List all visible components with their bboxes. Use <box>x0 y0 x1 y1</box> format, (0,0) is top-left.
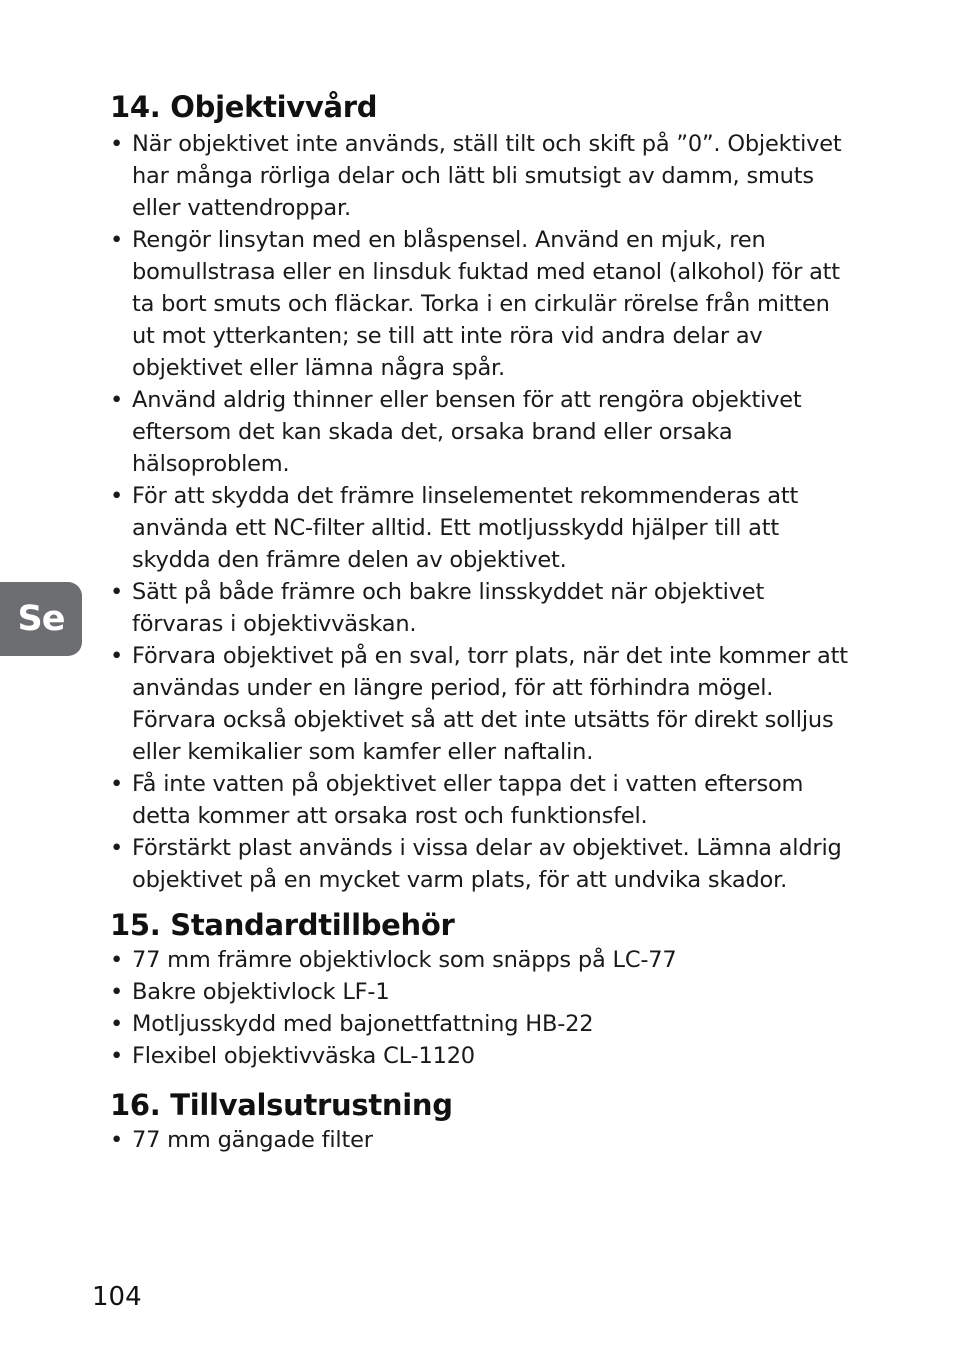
lens-care-list <box>110 128 850 896</box>
list-item: • 77 mm gängade filter <box>110 1124 850 1156</box>
list-item: • Få inte vatten på objektivet eller tappa det i vatten eftersom detta kommer att orsaka rost och funktionsfel. <box>110 768 850 832</box>
list-item: • Motljusskydd med bajonettfattning HB-22 <box>110 1008 850 1040</box>
list-item: • Bakre objektivlock LF-1 <box>110 976 850 1008</box>
page-content <box>110 88 850 1156</box>
standard-accessories-list <box>110 944 850 1072</box>
list-item: • 77 mm främre objektivlock som snäpps på LC-77 <box>110 944 850 976</box>
optional-accessories-list <box>110 1124 850 1156</box>
section-heading-optional-accessories: 16. Tillvalsutrustning <box>110 1088 453 1122</box>
page-number: 104 <box>92 1282 142 1312</box>
list-item: • Förstärkt plast används i vissa delar av objektivet. Lämna aldrig objektivet på en mycket varm plats, för att undvika skador. <box>110 832 850 896</box>
list-item: • Använd aldrig thinner eller bensen för att rengöra objektivet eftersom det kan skada det, orsaka brand eller orsaka hälsoproblem. <box>110 384 850 480</box>
list-item: • Flexibel objektivväska CL-1120 <box>110 1040 850 1072</box>
list-item: • För att skydda det främre linselementet rekommenderas att använda ett NC-filter alltid. Ett motljusskydd hjälper till att skydda den främre delen av objektivet. <box>110 480 850 576</box>
list-item: • När objektivet inte används, ställ tilt och skift på ”0”. Objektivet har många rörliga delar och lätt bli smutsigt av damm, smuts eller vattendroppar. <box>110 128 850 224</box>
list-item: • Förvara objektivet på en sval, torr plats, när det inte kommer att användas under en längre period, för att förhindra mögel. Förvara också objektivet så att det inte utsätts för direkt solljus eller kemikalier som kamfer eller naftalin. <box>110 640 850 768</box>
list-item: • Rengör linsytan med en blåspensel. Använd en mjuk, ren bomullstrasa eller en linsduk fuktad med etanol (alkohol) för att ta bort smuts och fläckar. Torka i en cirkulär rörelse från mitten ut mot ytterkanten; se till att inte röra vid andra delar av objektivet eller lämna några spår. <box>110 224 850 384</box>
section-heading-standard-accessories: 15. Standardtillbehör <box>110 908 455 942</box>
section-heading-lens-care: 14. Objektivvård <box>110 90 378 124</box>
language-tab: Se <box>0 582 82 656</box>
list-item: • Sätt på både främre och bakre linsskyddet när objektivet förvaras i objektivväskan. <box>110 576 850 640</box>
